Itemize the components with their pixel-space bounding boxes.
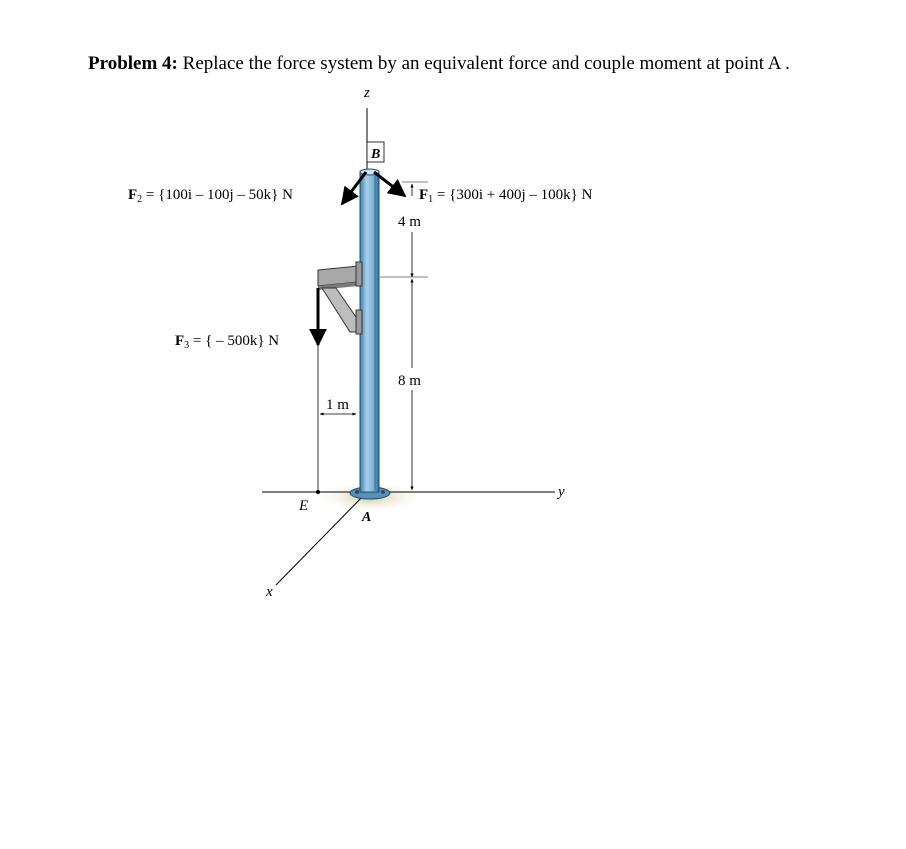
f3-text: = { – 500k} N [189, 333, 280, 349]
base-bolt [355, 490, 359, 494]
z-axis-label: z [364, 85, 370, 101]
f2-symbol: F [128, 187, 138, 203]
bottom-dimension-label: 8 m [398, 373, 421, 389]
f1-label [419, 187, 593, 205]
f2-subscript: 2 [137, 194, 143, 205]
pole [360, 172, 379, 492]
top-dimension-label: 4 m [398, 214, 421, 230]
f3-symbol: F [175, 333, 185, 349]
problem-text: Replace the force system by an equivalent force and couple moment at point A . [177, 53, 790, 74]
f2-label [128, 187, 293, 205]
base-bolt [381, 490, 385, 494]
f1-symbol: F [419, 187, 429, 203]
f2-text: = {100i – 100j – 50k} N [142, 187, 293, 203]
x-axis [276, 492, 367, 585]
f3-subscript: 3 [184, 340, 190, 351]
point-e-marker [316, 490, 320, 494]
point-b-label: B [371, 147, 381, 162]
x-axis-label: x [266, 584, 273, 600]
f1-subscript: 1 [428, 194, 434, 205]
problem-label: Problem 4: [88, 53, 178, 74]
f3-label [175, 333, 279, 351]
f1-text: = {300i + 400j – 100k} N [433, 187, 593, 203]
arm-dimension-label: 1 m [326, 397, 349, 413]
bracket [318, 262, 362, 334]
point-a-label: A [362, 510, 372, 525]
y-axis-label: y [558, 484, 565, 500]
point-e-label: E [299, 498, 309, 514]
